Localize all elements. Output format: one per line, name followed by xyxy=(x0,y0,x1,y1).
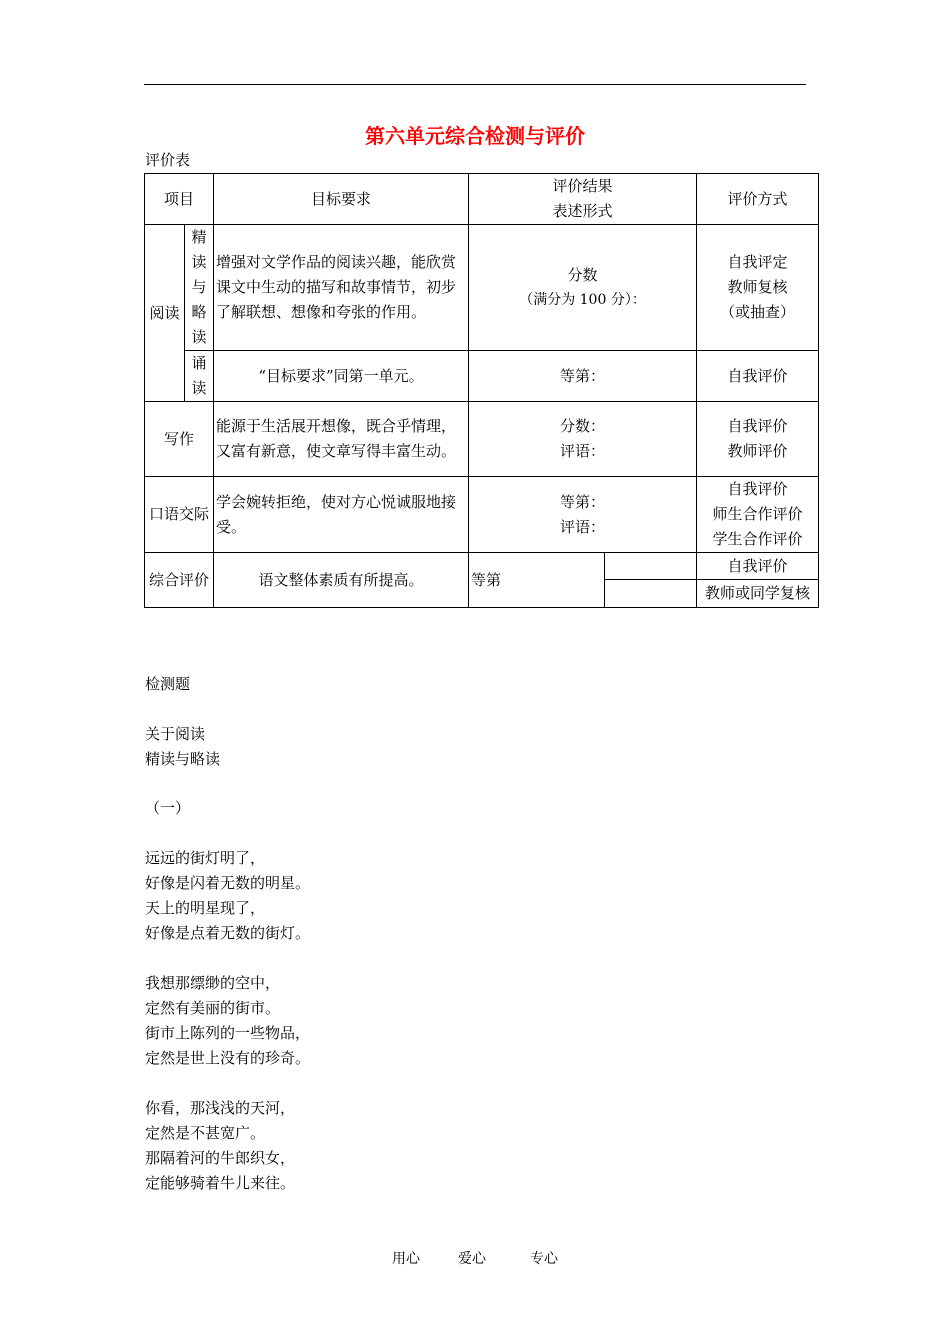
evaluation-table xyxy=(144,173,819,608)
section-title: 检测题 xyxy=(145,675,191,693)
footer-item-1: 用心 xyxy=(392,1251,420,1267)
poem-line: 定然是世上没有的珍奇。 xyxy=(145,1049,311,1067)
intensive-reading-result: 分数 （满分为 100 分）： xyxy=(469,225,697,351)
poem-stanza-2 xyxy=(145,971,310,1071)
recite-goal: “目标要求”同第一单元。 xyxy=(214,351,469,402)
table-row-overall xyxy=(145,553,819,580)
header-rule xyxy=(144,84,806,85)
reading-label: 阅读 xyxy=(145,225,185,402)
overall-result-blank-2 xyxy=(605,580,697,608)
sub-heading-intensive: 精读与略读 xyxy=(145,750,221,768)
poem-line: 街市上陈列的一些物品， xyxy=(145,1024,311,1042)
table-caption: 评价表 xyxy=(145,151,191,169)
table-row-recite xyxy=(145,351,819,402)
header-result: 评价结果 表述形式 xyxy=(469,174,697,225)
intensive-reading-method: 自我评定 教师复核 （或抽查） xyxy=(697,225,819,351)
poem-line: 你看，那浅浅的天河， xyxy=(145,1099,296,1117)
recite-method: 自我评价 xyxy=(697,351,819,402)
poem-line: 定然是不甚宽广。 xyxy=(145,1124,266,1142)
poem-stanza-1 xyxy=(145,846,310,946)
poem-line: 我想那缥缈的空中， xyxy=(145,974,281,992)
writing-label: 写作 xyxy=(145,402,214,477)
poem-line: 好像是点着无数的街灯。 xyxy=(145,924,311,942)
recite-result: 等第： xyxy=(469,351,697,402)
poem-line: 远远的街灯明了， xyxy=(145,849,266,867)
header-item: 项目 xyxy=(145,174,214,225)
overall-method-2: 教师或同学复核 xyxy=(697,580,819,608)
table-row-intensive-reading xyxy=(145,225,819,351)
footer-item-3: 专心 xyxy=(530,1251,558,1267)
poem-line: 天上的明星现了， xyxy=(145,899,266,917)
poem-line: 定然有美丽的街市。 xyxy=(145,999,281,1017)
overall-method-1: 自我评价 xyxy=(697,553,819,580)
overall-result-blank-1 xyxy=(605,553,697,580)
sub-heading-reading: 关于阅读 xyxy=(145,725,206,743)
table-header-row xyxy=(145,174,819,225)
header-method: 评价方式 xyxy=(697,174,819,225)
overall-label: 综合评价 xyxy=(145,553,214,608)
poem-line: 定能够骑着牛儿来往。 xyxy=(145,1174,296,1192)
document-title: 第六单元综合检测与评价 xyxy=(365,124,585,148)
oral-goal: 学会婉转拒绝，使对方心悦诚服地接受。 xyxy=(214,477,469,553)
table-row-writing xyxy=(145,402,819,477)
poem-line: 那隔着河的牛郎织女， xyxy=(145,1149,296,1167)
intensive-reading-label: 精 读 与 略 读 xyxy=(185,225,214,351)
table-row-oral xyxy=(145,477,819,553)
poem-stanza-3 xyxy=(145,1096,295,1196)
writing-result: 分数： 评语： xyxy=(469,402,697,477)
poem-line: 好像是闪着无数的明星。 xyxy=(145,874,311,892)
recite-label: 诵 读 xyxy=(185,351,214,402)
overall-result: 等第 xyxy=(469,553,605,608)
oral-method: 自我评价 师生合作评价 学生合作评价 xyxy=(697,477,819,553)
writing-goal: 能源于生活展开想像，既合乎情理，又富有新意，使文章写得丰富生动。 xyxy=(214,402,469,477)
overall-goal: 语文整体素质有所提高。 xyxy=(214,553,469,608)
oral-label: 口语交际 xyxy=(145,477,214,553)
writing-method: 自我评价 教师评价 xyxy=(697,402,819,477)
footer-item-2: 爱心 xyxy=(458,1251,486,1267)
oral-result: 等第： 评语： xyxy=(469,477,697,553)
header-goal: 目标要求 xyxy=(214,174,469,225)
part-label: （一） xyxy=(145,799,191,817)
intensive-reading-goal: 增强对文学作品的阅读兴趣，能欣赏课文中生动的描写和故事情节，初步了解联想、想像和夸张的作用。 xyxy=(214,225,469,351)
